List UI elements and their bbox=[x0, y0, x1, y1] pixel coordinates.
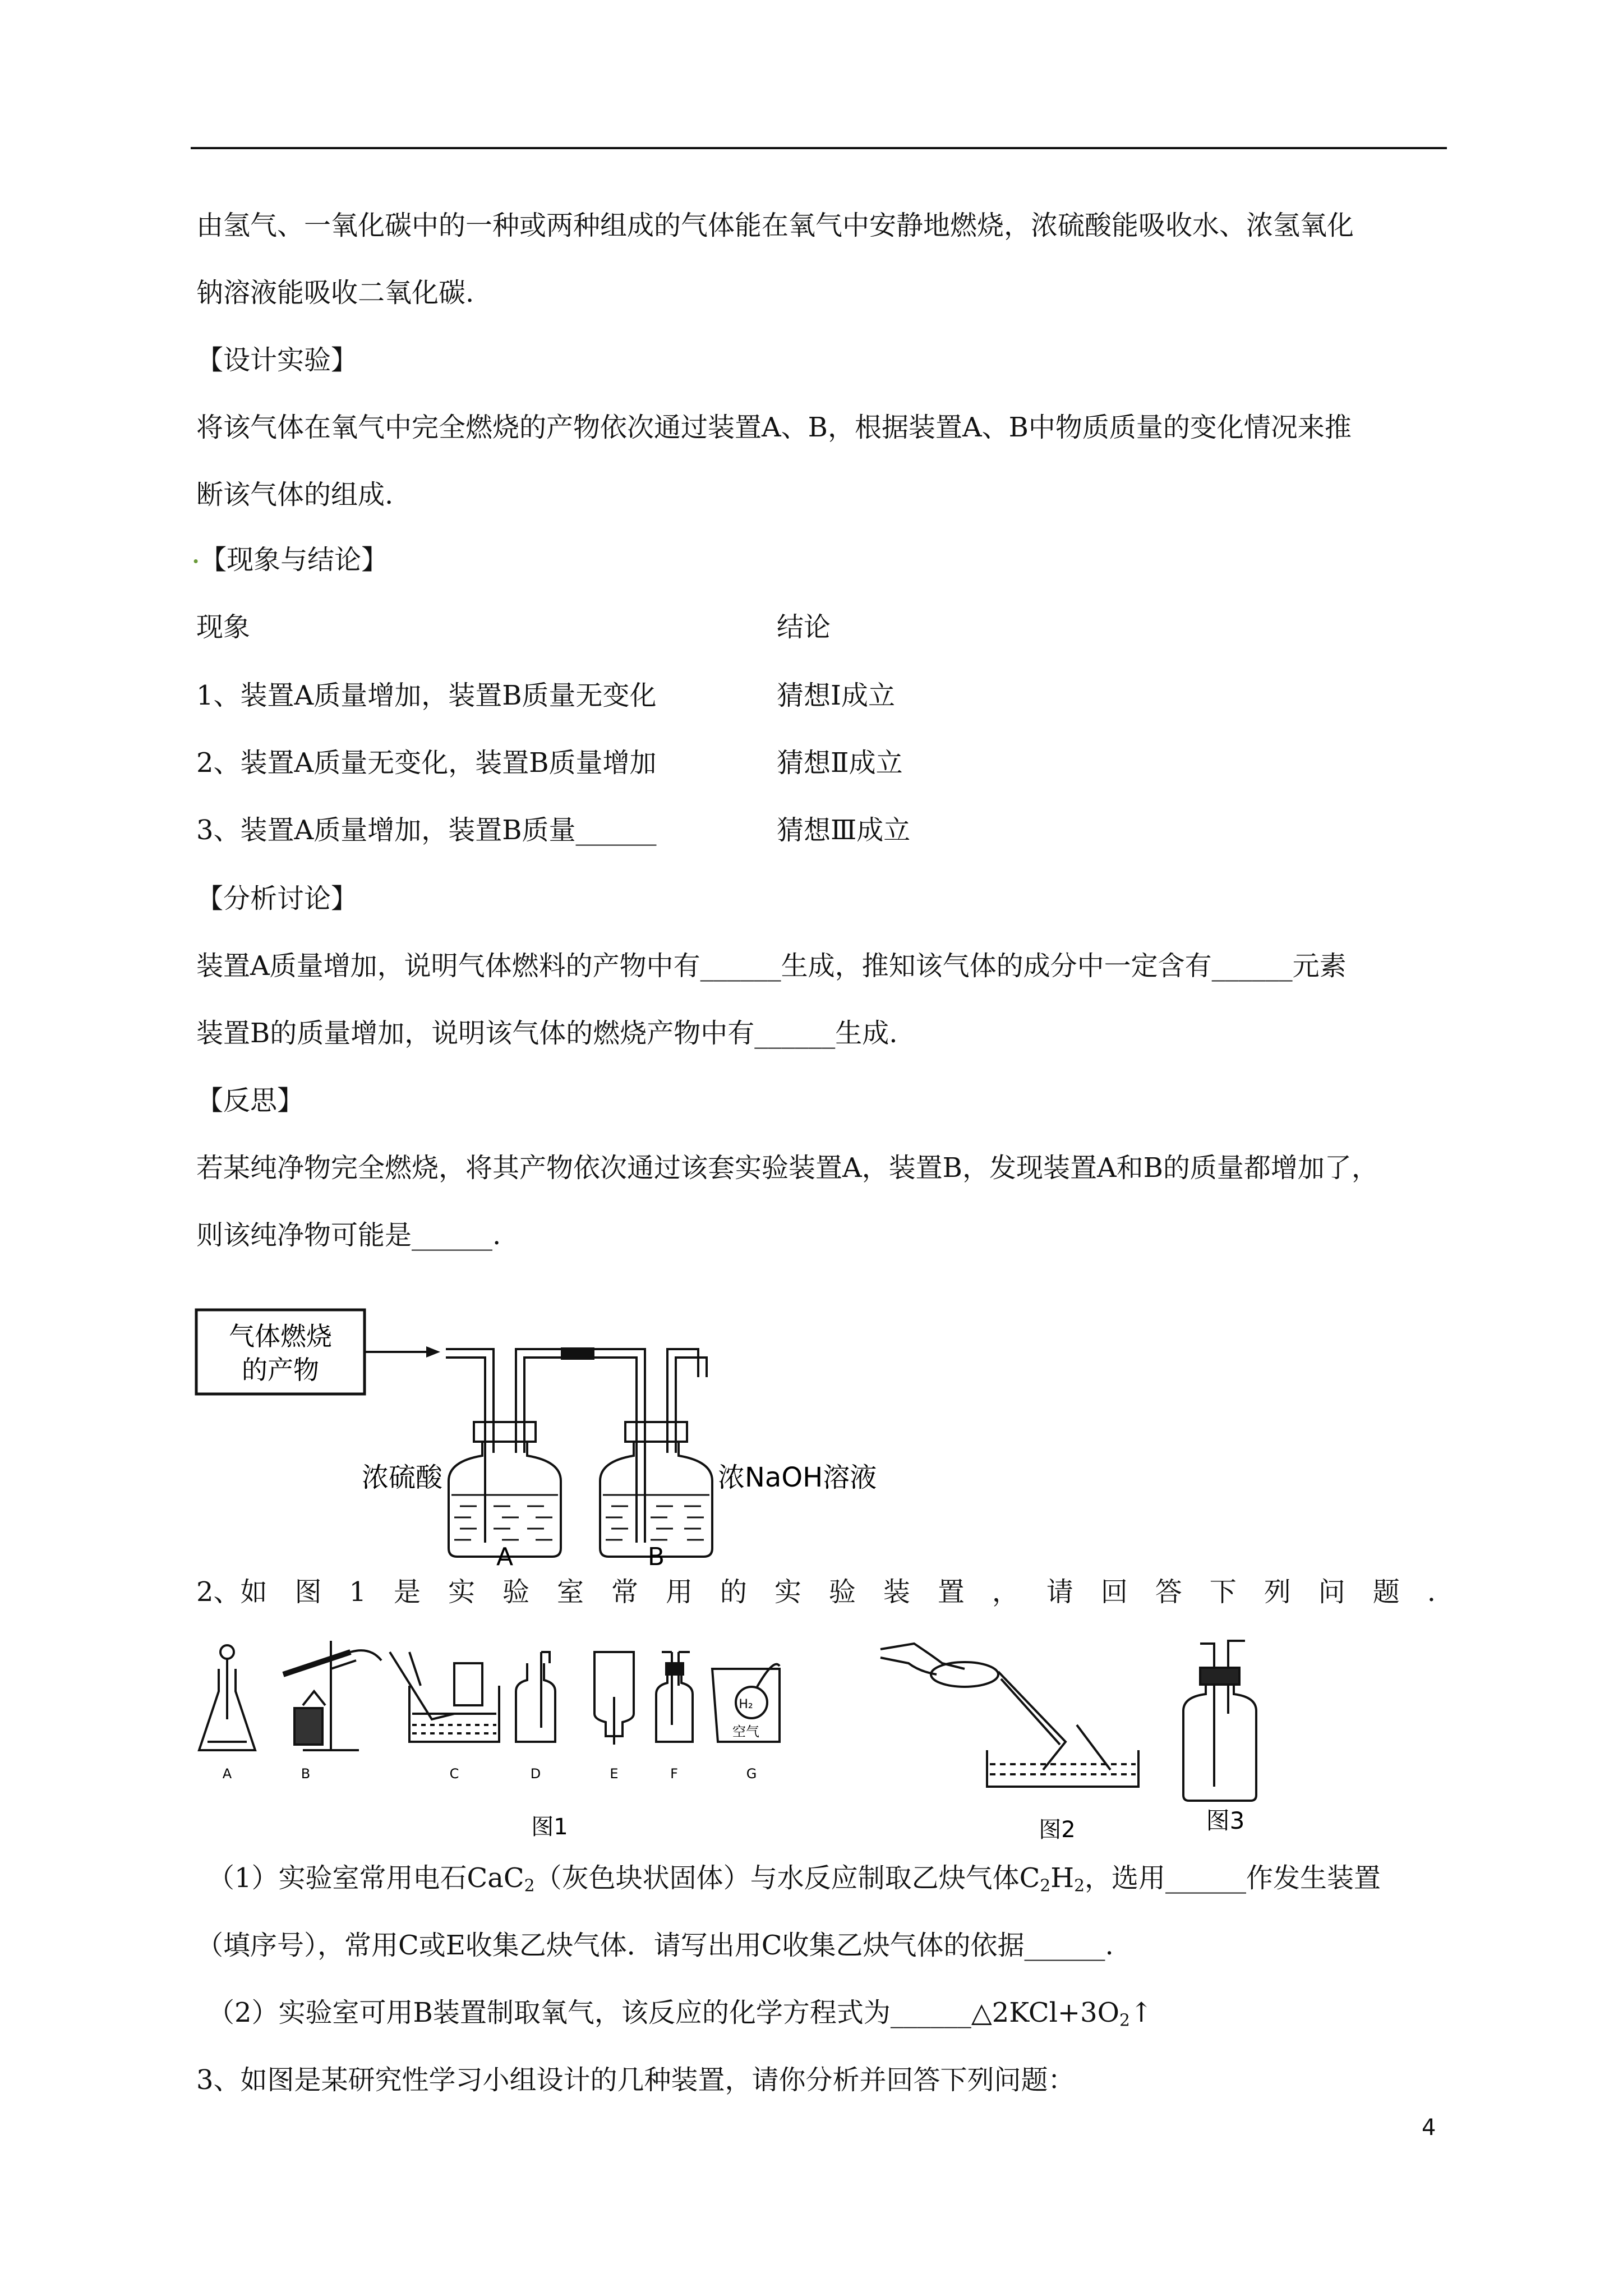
tube-a-out bbox=[516, 1349, 561, 1453]
conclusion-row-2: 猜想Ⅱ成立 bbox=[777, 747, 903, 779]
q2-intro-char: 问 bbox=[1318, 1576, 1345, 1608]
apparatus-a-flask bbox=[199, 1645, 255, 1750]
q2-intro-char: 图 bbox=[294, 1576, 322, 1608]
q2-intro-spread bbox=[196, 1575, 1436, 1609]
paragraph-line: 若某纯净物完全燃烧，将其产物依次通过该套实验装置A，装置B，发现装置A和B的质量都增加了， bbox=[196, 1152, 1378, 1184]
fig1-letter-d: D bbox=[530, 1766, 541, 1782]
label-a: A bbox=[496, 1543, 514, 1571]
column-header-phenomenon: 现象 bbox=[196, 611, 251, 643]
q2-intro-char: 验 bbox=[828, 1576, 856, 1608]
conclusion-row-3: 猜想Ⅲ成立 bbox=[777, 815, 911, 846]
fig1-letter-b: B bbox=[301, 1766, 311, 1782]
apparatus-d-bottle bbox=[516, 1652, 555, 1742]
tube-a-in-inner bbox=[446, 1358, 485, 1543]
fig1-letter-f: F bbox=[670, 1766, 678, 1782]
paragraph-line: 由氢气、一氧化碳中的一种或两种组成的气体能在氧气中安静地燃烧，浓硫酸能吸收水、浓氢氧化 bbox=[196, 210, 1354, 241]
apparatus-f-bottle bbox=[656, 1652, 693, 1742]
liquid-b bbox=[603, 1495, 709, 1540]
q2-intro-char: 的 bbox=[720, 1576, 747, 1608]
figure-2-gas-collection bbox=[880, 1644, 1138, 1787]
q2-intro-char: 实 bbox=[448, 1576, 476, 1608]
q2-intro-char: 用 bbox=[665, 1576, 693, 1608]
page-number: 4 bbox=[1422, 2115, 1436, 2141]
section-heading-analysis: 【分析讨论】 bbox=[196, 883, 358, 914]
tube-a-out-inner bbox=[524, 1358, 561, 1453]
apparatus-c-water-trough bbox=[390, 1652, 499, 1742]
q2-intro-char: 回 bbox=[1100, 1576, 1128, 1608]
label-conc-sulfuric-acid: 浓硫酸 bbox=[362, 1462, 443, 1493]
fig1-letter-e: E bbox=[610, 1766, 619, 1782]
g-air-label: 空气 bbox=[732, 1724, 759, 1740]
q2-intro-char: 常 bbox=[611, 1576, 638, 1608]
header-rule bbox=[191, 147, 1447, 149]
lab-apparatus-figures bbox=[191, 1630, 1312, 1865]
q2-intro bbox=[196, 1575, 1436, 1609]
q3-line: 3、如图是某研究性学习小组设计的几种装置，请你分析并回答下列问题： bbox=[196, 2064, 1075, 2096]
q2-intro-char: 列 bbox=[1264, 1576, 1291, 1608]
liquid-a bbox=[451, 1495, 558, 1540]
apparatus-b-heating bbox=[283, 1641, 381, 1750]
section-heading-design: 【设计实验】 bbox=[196, 344, 358, 376]
paragraph-line: 将该气体在氧气中完全燃烧的产物依次通过装置A、B，根据装置A、B中物质质量的变化情况来推 bbox=[196, 412, 1352, 443]
q2-intro-char: 1 bbox=[349, 1576, 367, 1608]
q2-sub1-line1: （1）实验室常用电石CaC$_2$（灰色块状固体）与水反应制取乙炔气体$C_2H_2$，选用______作发生装置 bbox=[208, 1862, 1381, 1896]
column-header-conclusion: 结论 bbox=[777, 611, 831, 643]
q2-intro-char: 是 bbox=[394, 1576, 421, 1608]
phenomenon-row-2: 2、装置A质量无变化，装置B质量增加 bbox=[196, 747, 657, 779]
source-box-label-1: 气体燃烧 bbox=[229, 1321, 332, 1351]
tube-b-out-inner bbox=[676, 1358, 707, 1453]
q2-intro-char: 室 bbox=[556, 1576, 584, 1608]
phenomenon-row-1: 1、装置A质量增加，装置B质量无变化 bbox=[196, 680, 657, 711]
q2-intro-char: 实 bbox=[774, 1576, 801, 1608]
q2-intro-char: . bbox=[1427, 1576, 1436, 1608]
q2-intro-char: 请 bbox=[1046, 1576, 1073, 1608]
q2-intro-char: 置 bbox=[937, 1576, 965, 1608]
q2-sub1-line2: （填序号），常用C或E收集乙炔气体．请写出用C收集乙炔气体的依据______. bbox=[196, 1930, 1114, 1961]
q2-intro-char: 装 bbox=[883, 1576, 910, 1608]
bullet-dot: • bbox=[192, 554, 200, 570]
conclusion-row-1: 猜想Ⅰ成立 bbox=[777, 680, 895, 711]
apparatus-e-inverted-bottle bbox=[594, 1652, 634, 1745]
q2-intro-char: 2、如 bbox=[196, 1576, 268, 1608]
fig1-letter-a: A bbox=[222, 1766, 232, 1782]
g-h2-label: H₂ bbox=[739, 1697, 753, 1711]
paragraph-line: 断该气体的组成. bbox=[196, 479, 394, 510]
paragraph-line: 钠溶液能吸收二氧化碳. bbox=[196, 277, 474, 309]
fig1-letter-c: C bbox=[449, 1766, 459, 1782]
q2-intro-char: ， bbox=[992, 1576, 1019, 1608]
q2-sub2: （2）实验室可用B装置制取氧气，该反应的化学方程式为$\_\_\_\_\_\_\triangle 2KCl+3O_2↑$ bbox=[208, 1997, 1153, 2031]
absorption-apparatus-diagram bbox=[191, 1301, 892, 1571]
paragraph-line: 装置A质量增加，说明气体燃料的产物中有______生成，推知该气体的成分中一定含有______元素 bbox=[196, 950, 1347, 982]
paragraph-line: 则该纯净物可能是______. bbox=[196, 1220, 501, 1251]
q2-intro-char: 题 bbox=[1372, 1576, 1400, 1608]
stopper-a bbox=[474, 1422, 536, 1442]
tube-a-in bbox=[446, 1349, 494, 1453]
section-heading-phenomena: •【现象与结论】 bbox=[192, 544, 389, 576]
phenomenon-row-3: 3、装置A质量增加，装置B质量______ bbox=[196, 815, 657, 846]
fig1-caption: 图1 bbox=[531, 1814, 568, 1840]
fig2-caption: 图2 bbox=[1039, 1817, 1076, 1843]
tube-b-out bbox=[667, 1349, 698, 1453]
stopper-b bbox=[625, 1422, 687, 1442]
figure-3-bottle bbox=[1183, 1641, 1256, 1801]
source-box-label-2: 的产物 bbox=[242, 1355, 319, 1385]
paragraph-line: 装置B的质量增加，说明该气体的燃烧产物中有______生成. bbox=[196, 1018, 898, 1049]
fig1-letter-g: G bbox=[746, 1766, 757, 1782]
section-heading-reflection: 【反思】 bbox=[196, 1085, 305, 1116]
arrowhead-icon bbox=[426, 1346, 440, 1358]
rubber-connector bbox=[561, 1347, 594, 1360]
q2-intro-char: 下 bbox=[1209, 1576, 1237, 1608]
label-conc-naoh: 浓NaOH溶液 bbox=[718, 1462, 877, 1493]
q2-intro-char: 答 bbox=[1155, 1576, 1182, 1608]
label-b: B bbox=[647, 1543, 665, 1571]
fig3-caption: 图3 bbox=[1206, 1807, 1245, 1834]
q2-intro-char: 验 bbox=[502, 1576, 529, 1608]
